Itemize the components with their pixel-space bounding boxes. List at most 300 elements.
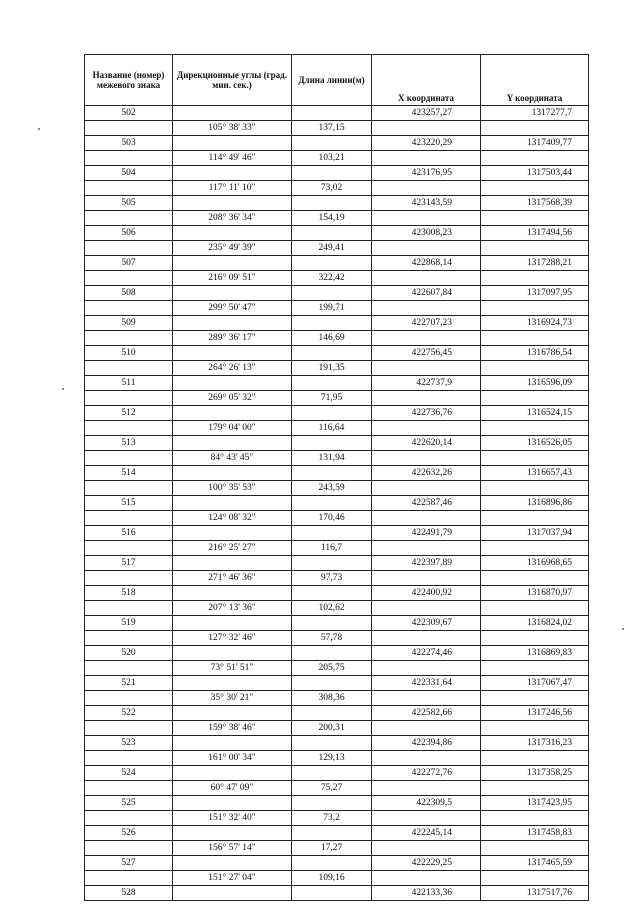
direction-angle: 269° 05' 32" (173, 391, 292, 406)
point-row (85, 466, 589, 481)
header-y: Y координата (481, 55, 589, 106)
point-name: 522 (85, 706, 173, 721)
point-name: 512 (85, 406, 173, 421)
empty-cell (372, 841, 481, 856)
empty-cell (481, 871, 589, 886)
x-coordinate: 422394,86 (372, 736, 481, 751)
segment-row (85, 511, 589, 526)
x-coordinate: 422309,67 (372, 616, 481, 631)
y-coordinate: 1317288,21 (481, 256, 589, 271)
point-row (85, 166, 589, 181)
x-coordinate: 422607,84 (372, 286, 481, 301)
empty-cell (481, 181, 589, 196)
direction-angle: 235° 49' 39" (173, 241, 292, 256)
direction-angle: 151° 27' 04" (173, 871, 292, 886)
line-length: 131,94 (292, 451, 372, 466)
point-name: 510 (85, 346, 173, 361)
empty-cell (292, 886, 372, 901)
y-coordinate: 1317568,39 (481, 196, 589, 211)
direction-angle: 117° 11' 10" (173, 181, 292, 196)
x-coordinate: 423143,59 (372, 196, 481, 211)
empty-cell (481, 391, 589, 406)
y-coordinate: 1317316,23 (481, 736, 589, 751)
direction-angle: 114° 49' 46" (173, 151, 292, 166)
point-name: 508 (85, 286, 173, 301)
empty-cell (85, 781, 173, 796)
point-name: 518 (85, 586, 173, 601)
empty-cell (481, 841, 589, 856)
empty-cell (173, 136, 292, 151)
empty-cell (173, 796, 292, 811)
empty-cell (372, 181, 481, 196)
x-coordinate: 422229,25 (372, 856, 481, 871)
empty-cell (292, 376, 372, 391)
direction-angle: 73° 51' 51" (173, 661, 292, 676)
empty-cell (173, 556, 292, 571)
point-name: 526 (85, 826, 173, 841)
empty-cell (173, 886, 292, 901)
segment-row (85, 211, 589, 226)
y-coordinate: 1316786,54 (481, 346, 589, 361)
scan-speck (62, 388, 64, 390)
empty-cell (85, 421, 173, 436)
direction-angle: 100° 35' 53" (173, 481, 292, 496)
empty-cell (372, 241, 481, 256)
empty-cell (292, 106, 372, 121)
empty-cell (481, 781, 589, 796)
segment-row (85, 751, 589, 766)
direction-angle: 179° 04' 00" (173, 421, 292, 436)
point-row (85, 616, 589, 631)
line-length: 97,73 (292, 571, 372, 586)
point-row (85, 676, 589, 691)
x-coordinate: 422632,26 (372, 466, 481, 481)
empty-cell (173, 646, 292, 661)
empty-cell (173, 856, 292, 871)
segment-row (85, 481, 589, 496)
empty-cell (173, 376, 292, 391)
point-row (85, 136, 589, 151)
line-length: 109,16 (292, 871, 372, 886)
empty-cell (85, 241, 173, 256)
empty-cell (372, 271, 481, 286)
empty-cell (85, 571, 173, 586)
x-coordinate: 422587,46 (372, 496, 481, 511)
point-name: 520 (85, 646, 173, 661)
empty-cell (372, 331, 481, 346)
segment-row (85, 181, 589, 196)
empty-cell (481, 481, 589, 496)
segment-row (85, 871, 589, 886)
x-coordinate: 422737,9 (372, 376, 481, 391)
empty-cell (85, 181, 173, 196)
empty-cell (292, 256, 372, 271)
empty-cell (292, 706, 372, 721)
empty-cell (85, 811, 173, 826)
empty-cell (481, 601, 589, 616)
empty-cell (292, 466, 372, 481)
empty-cell (85, 841, 173, 856)
line-length: 205,75 (292, 661, 372, 676)
segment-row (85, 661, 589, 676)
segment-row (85, 301, 589, 316)
point-row (85, 106, 589, 121)
empty-cell (481, 301, 589, 316)
empty-cell (292, 346, 372, 361)
y-coordinate: 1316869,83 (481, 646, 589, 661)
empty-cell (372, 601, 481, 616)
point-row (85, 886, 589, 901)
empty-cell (173, 316, 292, 331)
y-coordinate: 1317358,25 (481, 766, 589, 781)
empty-cell (292, 556, 372, 571)
empty-cell (372, 631, 481, 646)
empty-cell (173, 256, 292, 271)
empty-cell (372, 301, 481, 316)
line-length: 137,15 (292, 121, 372, 136)
direction-angle: 156° 57' 14" (173, 841, 292, 856)
y-coordinate: 1316657,43 (481, 466, 589, 481)
coordinates-table (84, 54, 589, 901)
line-length: 191,35 (292, 361, 372, 376)
x-coordinate: 422707,23 (372, 316, 481, 331)
segment-row (85, 811, 589, 826)
empty-cell (372, 691, 481, 706)
direction-angle: 60° 47' 09" (173, 781, 292, 796)
direction-angle: 161° 00' 34" (173, 751, 292, 766)
x-coordinate: 422868,14 (372, 256, 481, 271)
line-length: 243,59 (292, 481, 372, 496)
segment-row (85, 331, 589, 346)
direction-angle: 124° 08' 32" (173, 511, 292, 526)
segment-row (85, 121, 589, 136)
line-length: 249,41 (292, 241, 372, 256)
empty-cell (292, 736, 372, 751)
line-length: 116,7 (292, 541, 372, 556)
scan-speck (622, 628, 624, 630)
direction-angle: 271° 46' 36" (173, 571, 292, 586)
empty-cell (372, 511, 481, 526)
table-header-row (85, 55, 589, 106)
segment-row (85, 541, 589, 556)
empty-cell (173, 616, 292, 631)
empty-cell (372, 721, 481, 736)
point-row (85, 796, 589, 811)
empty-cell (372, 151, 481, 166)
point-row (85, 256, 589, 271)
x-coordinate: 422736,76 (372, 406, 481, 421)
x-coordinate: 422331,64 (372, 676, 481, 691)
line-length: 103,21 (292, 151, 372, 166)
empty-cell (85, 511, 173, 526)
empty-cell (292, 856, 372, 871)
empty-cell (85, 691, 173, 706)
y-coordinate: 1317494,56 (481, 226, 589, 241)
empty-cell (85, 271, 173, 286)
segment-row (85, 271, 589, 286)
empty-cell (481, 241, 589, 256)
empty-cell (481, 691, 589, 706)
segment-row (85, 451, 589, 466)
empty-cell (85, 451, 173, 466)
empty-cell (173, 526, 292, 541)
empty-cell (481, 331, 589, 346)
point-name: 509 (85, 316, 173, 331)
y-coordinate: 1317465,59 (481, 856, 589, 871)
empty-cell (292, 406, 372, 421)
x-coordinate: 422245,14 (372, 826, 481, 841)
point-name: 514 (85, 466, 173, 481)
y-coordinate: 1316924,73 (481, 316, 589, 331)
empty-cell (481, 571, 589, 586)
segment-row (85, 601, 589, 616)
segment-row (85, 361, 589, 376)
empty-cell (173, 106, 292, 121)
empty-cell (85, 361, 173, 376)
empty-cell (292, 766, 372, 781)
empty-cell (481, 751, 589, 766)
point-name: 505 (85, 196, 173, 211)
empty-cell (481, 541, 589, 556)
empty-cell (372, 121, 481, 136)
y-coordinate: 1316526,05 (481, 436, 589, 451)
x-coordinate: 422274,46 (372, 646, 481, 661)
empty-cell (173, 226, 292, 241)
y-coordinate: 1316824,02 (481, 616, 589, 631)
empty-cell (173, 766, 292, 781)
table-body (85, 106, 589, 901)
empty-cell (292, 616, 372, 631)
point-name: 516 (85, 526, 173, 541)
point-name: 504 (85, 166, 173, 181)
segment-row (85, 631, 589, 646)
empty-cell (85, 391, 173, 406)
point-row (85, 766, 589, 781)
segment-row (85, 421, 589, 436)
point-row (85, 316, 589, 331)
line-length: 322,42 (292, 271, 372, 286)
direction-angle: 105° 38' 33" (173, 121, 292, 136)
segment-row (85, 241, 589, 256)
empty-cell (85, 151, 173, 166)
direction-angle: 159° 38' 46" (173, 721, 292, 736)
segment-row (85, 151, 589, 166)
direction-angle: 127° 32' 46" (173, 631, 292, 646)
header-name: Название (номер) межевого знака (85, 55, 173, 106)
line-length: 102,62 (292, 601, 372, 616)
segment-row (85, 841, 589, 856)
empty-cell (85, 301, 173, 316)
direction-angle: 35° 30' 21" (173, 691, 292, 706)
empty-cell (481, 271, 589, 286)
empty-cell (292, 526, 372, 541)
point-row (85, 856, 589, 871)
segment-row (85, 721, 589, 736)
line-length: 17,27 (292, 841, 372, 856)
point-name: 515 (85, 496, 173, 511)
point-row (85, 286, 589, 301)
empty-cell (173, 466, 292, 481)
empty-cell (85, 751, 173, 766)
x-coordinate: 422397,89 (372, 556, 481, 571)
empty-cell (85, 871, 173, 886)
line-length: 75,27 (292, 781, 372, 796)
point-name: 502 (85, 106, 173, 121)
empty-cell (85, 601, 173, 616)
x-coordinate: 422309,5 (372, 796, 481, 811)
x-coordinate: 423220,29 (372, 136, 481, 151)
x-coordinate: 423257,27 (372, 106, 481, 121)
empty-cell (292, 586, 372, 601)
line-length: 154,19 (292, 211, 372, 226)
x-coordinate: 422756,45 (372, 346, 481, 361)
empty-cell (292, 436, 372, 451)
direction-angle: 207° 13' 36" (173, 601, 292, 616)
point-row (85, 706, 589, 721)
empty-cell (85, 541, 173, 556)
y-coordinate: 1316896,86 (481, 496, 589, 511)
empty-cell (173, 286, 292, 301)
x-coordinate: 422400,92 (372, 586, 481, 601)
direction-angle: 216° 25' 27" (173, 541, 292, 556)
direction-angle: 264° 26' 13" (173, 361, 292, 376)
y-coordinate: 1317423,95 (481, 796, 589, 811)
segment-row (85, 391, 589, 406)
segment-row (85, 781, 589, 796)
empty-cell (372, 421, 481, 436)
line-length: 146,69 (292, 331, 372, 346)
direction-angle: 299° 50' 47" (173, 301, 292, 316)
line-length: 116,64 (292, 421, 372, 436)
empty-cell (85, 121, 173, 136)
y-coordinate: 1316870,97 (481, 586, 589, 601)
empty-cell (372, 871, 481, 886)
empty-cell (372, 571, 481, 586)
point-name: 503 (85, 136, 173, 151)
direction-angle: 208° 36' 34" (173, 211, 292, 226)
y-coordinate: 1317503,44 (481, 166, 589, 181)
point-row (85, 826, 589, 841)
empty-cell (372, 541, 481, 556)
empty-cell (372, 211, 481, 226)
x-coordinate: 423176,95 (372, 166, 481, 181)
point-row (85, 406, 589, 421)
direction-angle: 216° 09' 51" (173, 271, 292, 286)
y-coordinate: 1317097,95 (481, 286, 589, 301)
empty-cell (372, 751, 481, 766)
point-row (85, 526, 589, 541)
direction-angle: 151° 32' 40" (173, 811, 292, 826)
y-coordinate: 1317067,47 (481, 676, 589, 691)
empty-cell (481, 211, 589, 226)
x-coordinate: 422133,36 (372, 886, 481, 901)
empty-cell (481, 451, 589, 466)
empty-cell (481, 361, 589, 376)
empty-cell (173, 406, 292, 421)
empty-cell (173, 676, 292, 691)
empty-cell (292, 646, 372, 661)
empty-cell (85, 721, 173, 736)
empty-cell (173, 196, 292, 211)
empty-cell (292, 226, 372, 241)
point-row (85, 646, 589, 661)
header-length: Длина линии(м) (292, 55, 372, 106)
point-name: 524 (85, 766, 173, 781)
empty-cell (372, 361, 481, 376)
empty-cell (372, 781, 481, 796)
point-name: 513 (85, 436, 173, 451)
empty-cell (292, 316, 372, 331)
x-coordinate: 422491,79 (372, 526, 481, 541)
empty-cell (481, 631, 589, 646)
y-coordinate: 1317277,7 (481, 106, 589, 121)
empty-cell (292, 286, 372, 301)
point-row (85, 436, 589, 451)
y-coordinate: 1317246,56 (481, 706, 589, 721)
x-coordinate: 423008,23 (372, 226, 481, 241)
line-length: 57,78 (292, 631, 372, 646)
empty-cell (85, 331, 173, 346)
point-name: 507 (85, 256, 173, 271)
line-length: 73,02 (292, 181, 372, 196)
empty-cell (372, 451, 481, 466)
y-coordinate: 1317458,83 (481, 826, 589, 841)
line-length: 129,13 (292, 751, 372, 766)
line-length: 308,36 (292, 691, 372, 706)
x-coordinate: 422582,66 (372, 706, 481, 721)
header-angle: Дирекционные углы (град. мин. сек.) (173, 55, 292, 106)
empty-cell (85, 481, 173, 496)
y-coordinate: 1316524,15 (481, 406, 589, 421)
empty-cell (292, 796, 372, 811)
point-row (85, 736, 589, 751)
point-name: 525 (85, 796, 173, 811)
line-length: 73,2 (292, 811, 372, 826)
empty-cell (481, 151, 589, 166)
empty-cell (292, 196, 372, 211)
point-row (85, 376, 589, 391)
scan-speck (38, 128, 40, 130)
empty-cell (173, 346, 292, 361)
empty-cell (292, 676, 372, 691)
point-row (85, 226, 589, 241)
empty-cell (481, 511, 589, 526)
segment-row (85, 691, 589, 706)
point-name: 511 (85, 376, 173, 391)
empty-cell (292, 826, 372, 841)
segment-row (85, 571, 589, 586)
empty-cell (85, 631, 173, 646)
empty-cell (173, 826, 292, 841)
empty-cell (481, 721, 589, 736)
y-coordinate: 1316596,09 (481, 376, 589, 391)
empty-cell (372, 811, 481, 826)
point-name: 517 (85, 556, 173, 571)
header-x: X координата (372, 55, 481, 106)
empty-cell (173, 436, 292, 451)
empty-cell (173, 496, 292, 511)
point-name: 527 (85, 856, 173, 871)
empty-cell (173, 166, 292, 181)
empty-cell (173, 706, 292, 721)
direction-angle: 84° 43' 45" (173, 451, 292, 466)
empty-cell (481, 661, 589, 676)
y-coordinate: 1316968,65 (481, 556, 589, 571)
x-coordinate: 422620,14 (372, 436, 481, 451)
line-length: 71,95 (292, 391, 372, 406)
point-name: 528 (85, 886, 173, 901)
point-row (85, 346, 589, 361)
